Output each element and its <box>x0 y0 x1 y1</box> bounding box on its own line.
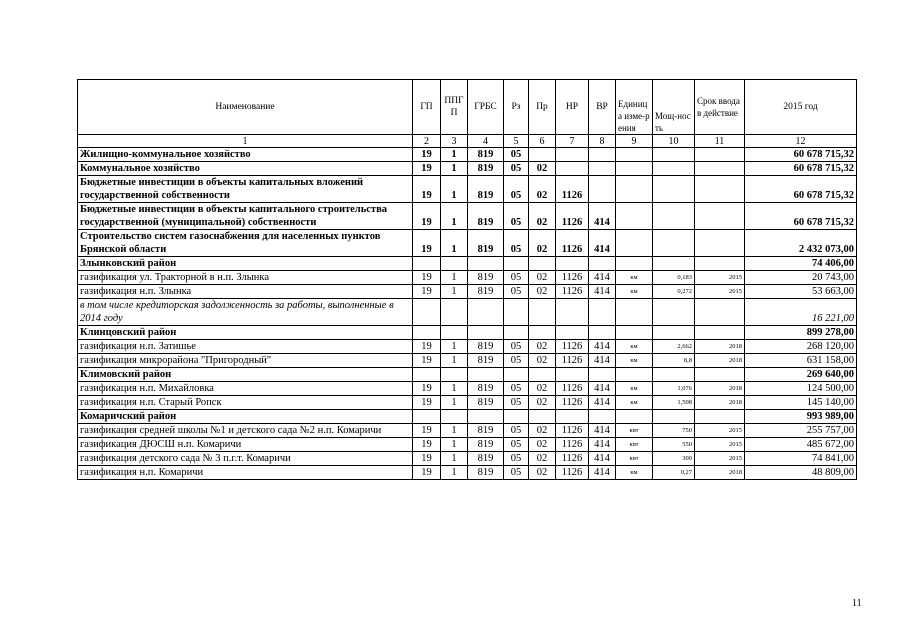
row-gp <box>413 368 441 382</box>
row-rz: 05 <box>504 271 529 285</box>
row-power <box>653 148 695 162</box>
row-pr: 02 <box>529 452 556 466</box>
row-pr: 02 <box>529 162 556 176</box>
row-ppgp: 1 <box>441 340 468 354</box>
row-nr: 1126 <box>556 382 589 396</box>
table-row <box>78 340 857 354</box>
row-unit: км <box>616 340 653 354</box>
row-grbs: 819 <box>468 354 504 368</box>
row-name: Клинцовский район <box>78 326 413 340</box>
table-row <box>78 438 857 452</box>
row-power: 0,27 <box>653 466 695 480</box>
row-pr <box>529 148 556 162</box>
row-rz: 05 <box>504 466 529 480</box>
colnum-8: 8 <box>589 135 616 148</box>
row-nr: 1126 <box>556 285 589 299</box>
row-ppgp: 1 <box>441 271 468 285</box>
row-nr: 1126 <box>556 340 589 354</box>
row-nr: 1126 <box>556 452 589 466</box>
row-ppgp: 1 <box>441 424 468 438</box>
row-gp: 19 <box>413 354 441 368</box>
row-nr: 1126 <box>556 203 589 230</box>
row-grbs: 819 <box>468 438 504 452</box>
row-term: 2015 <box>695 271 745 285</box>
table-row <box>78 396 857 410</box>
row-amount: 74 841,00 <box>745 452 857 466</box>
row-vr: 414 <box>589 452 616 466</box>
table-row <box>78 257 857 271</box>
row-vr: 414 <box>589 424 616 438</box>
row-gp: 19 <box>413 452 441 466</box>
row-power: 550 <box>653 438 695 452</box>
row-term <box>695 176 745 203</box>
row-amount: 74 406,00 <box>745 257 857 271</box>
row-rz: 05 <box>504 162 529 176</box>
row-name: газификация н.п. Комаричи <box>78 466 413 480</box>
row-power <box>653 203 695 230</box>
row-vr: 414 <box>589 382 616 396</box>
row-amount: 16 221,00 <box>745 299 857 326</box>
row-vr <box>589 148 616 162</box>
row-nr: 1126 <box>556 230 589 257</box>
table-body <box>78 80 857 480</box>
row-term: 2015 <box>695 438 745 452</box>
row-name: Строительство систем газоснабжения для населенных пунктов Брянской области <box>78 230 413 257</box>
row-grbs: 819 <box>468 340 504 354</box>
row-name: газификация детского сада № 3 п.г.т. Комаричи <box>78 452 413 466</box>
row-unit: км <box>616 271 653 285</box>
row-term: 2015 <box>695 452 745 466</box>
row-unit: км <box>616 285 653 299</box>
row-name: газификация средней школы №1 и детского сада №2 н.п. Комаричи <box>78 424 413 438</box>
row-term: 2018 <box>695 382 745 396</box>
row-name: газификация н.п. Затишье <box>78 340 413 354</box>
row-vr: 414 <box>589 271 616 285</box>
row-amount: 485 672,00 <box>745 438 857 452</box>
row-power <box>653 176 695 203</box>
row-rz <box>504 368 529 382</box>
header-pr: Пр <box>529 80 556 135</box>
row-grbs: 819 <box>468 230 504 257</box>
row-ppgp: 1 <box>441 396 468 410</box>
row-nr <box>556 299 589 326</box>
row-grbs: 819 <box>468 148 504 162</box>
row-grbs: 819 <box>468 466 504 480</box>
row-rz: 05 <box>504 176 529 203</box>
row-pr: 02 <box>529 340 556 354</box>
row-grbs: 819 <box>468 452 504 466</box>
row-amount: 124 500,00 <box>745 382 857 396</box>
row-power <box>653 299 695 326</box>
colnum-2: 2 <box>413 135 441 148</box>
row-nr: 1126 <box>556 176 589 203</box>
row-unit: квт <box>616 452 653 466</box>
colnum-7: 7 <box>556 135 589 148</box>
row-gp: 19 <box>413 230 441 257</box>
row-unit <box>616 176 653 203</box>
row-unit <box>616 162 653 176</box>
row-name: газификация ДЮСШ н.п. Комаричи <box>78 438 413 452</box>
row-name: Жилищно-коммунальное хозяйство <box>78 148 413 162</box>
row-power: 2,662 <box>653 340 695 354</box>
row-ppgp: 1 <box>441 176 468 203</box>
row-unit: квт <box>616 424 653 438</box>
row-nr: 1126 <box>556 466 589 480</box>
row-name: Злынковский район <box>78 257 413 271</box>
row-gp: 19 <box>413 466 441 480</box>
row-grbs: 819 <box>468 176 504 203</box>
row-unit: км <box>616 396 653 410</box>
row-unit: км <box>616 382 653 396</box>
row-gp <box>413 299 441 326</box>
table-row <box>78 326 857 340</box>
row-power: 300 <box>653 452 695 466</box>
row-rz: 05 <box>504 396 529 410</box>
table-row <box>78 203 857 230</box>
row-ppgp: 1 <box>441 438 468 452</box>
row-pr: 02 <box>529 382 556 396</box>
row-amount: 268 120,00 <box>745 340 857 354</box>
colnum-3: 3 <box>441 135 468 148</box>
column-numbers-row <box>78 135 857 148</box>
row-vr: 414 <box>589 438 616 452</box>
row-amount: 2 432 073,00 <box>745 230 857 257</box>
row-name: Бюджетные инвестиции в объекты капитальных вложений государственной собственности <box>78 176 413 203</box>
row-name: Климовский район <box>78 368 413 382</box>
table-row <box>78 424 857 438</box>
table-row <box>78 382 857 396</box>
table-row <box>78 466 857 480</box>
row-gp <box>413 326 441 340</box>
row-ppgp <box>441 257 468 271</box>
row-rz <box>504 326 529 340</box>
row-gp: 19 <box>413 340 441 354</box>
table-row <box>78 354 857 368</box>
row-name: газификация н.п. Злынка <box>78 285 413 299</box>
row-unit: км <box>616 354 653 368</box>
colnum-5: 5 <box>504 135 529 148</box>
row-vr: 414 <box>589 340 616 354</box>
row-gp: 19 <box>413 285 441 299</box>
row-term: 2015 <box>695 285 745 299</box>
row-unit <box>616 326 653 340</box>
row-term <box>695 148 745 162</box>
row-power <box>653 230 695 257</box>
row-rz: 05 <box>504 148 529 162</box>
table-row <box>78 162 857 176</box>
row-grbs <box>468 410 504 424</box>
row-vr <box>589 257 616 271</box>
table-row <box>78 176 857 203</box>
row-rz <box>504 299 529 326</box>
row-power <box>653 368 695 382</box>
row-vr: 414 <box>589 285 616 299</box>
row-term <box>695 203 745 230</box>
header-power: Мощ-ность <box>653 80 695 135</box>
row-term <box>695 299 745 326</box>
row-vr <box>589 176 616 203</box>
row-term: 2018 <box>695 354 745 368</box>
row-ppgp: 1 <box>441 203 468 230</box>
row-grbs: 819 <box>468 162 504 176</box>
row-rz: 05 <box>504 354 529 368</box>
row-amount: 60 678 715,32 <box>745 148 857 162</box>
row-term: 2018 <box>695 396 745 410</box>
row-vr <box>589 299 616 326</box>
row-name: Комаричский район <box>78 410 413 424</box>
row-gp: 19 <box>413 396 441 410</box>
table-row <box>78 452 857 466</box>
row-gp <box>413 410 441 424</box>
row-gp: 19 <box>413 382 441 396</box>
row-unit <box>616 410 653 424</box>
row-pr <box>529 368 556 382</box>
row-gp: 19 <box>413 176 441 203</box>
row-pr <box>529 410 556 424</box>
row-name: газификация микрорайона "Пригородный" <box>78 354 413 368</box>
row-pr: 02 <box>529 230 556 257</box>
budget-table <box>77 79 857 480</box>
row-pr: 02 <box>529 466 556 480</box>
row-rz: 05 <box>504 452 529 466</box>
row-amount: 60 678 715,32 <box>745 203 857 230</box>
row-rz <box>504 257 529 271</box>
row-ppgp: 1 <box>441 148 468 162</box>
row-pr: 02 <box>529 424 556 438</box>
header-vr: ВР <box>589 80 616 135</box>
row-pr: 02 <box>529 176 556 203</box>
row-unit: км <box>616 466 653 480</box>
row-nr <box>556 162 589 176</box>
row-nr: 1126 <box>556 438 589 452</box>
row-amount: 48 809,00 <box>745 466 857 480</box>
row-grbs: 819 <box>468 203 504 230</box>
row-pr: 02 <box>529 354 556 368</box>
row-pr <box>529 257 556 271</box>
row-unit <box>616 368 653 382</box>
row-rz: 05 <box>504 438 529 452</box>
row-term <box>695 162 745 176</box>
row-power <box>653 162 695 176</box>
row-nr <box>556 326 589 340</box>
row-vr: 414 <box>589 396 616 410</box>
row-vr: 414 <box>589 466 616 480</box>
row-rz: 05 <box>504 424 529 438</box>
table-row <box>78 271 857 285</box>
header-gp: ГП <box>413 80 441 135</box>
table-row <box>78 299 857 326</box>
table-row <box>78 148 857 162</box>
row-vr <box>589 326 616 340</box>
row-power <box>653 410 695 424</box>
row-power <box>653 257 695 271</box>
table-row <box>78 410 857 424</box>
row-unit <box>616 299 653 326</box>
row-grbs: 819 <box>468 396 504 410</box>
row-power: 0,272 <box>653 285 695 299</box>
row-unit <box>616 230 653 257</box>
colnum-9: 9 <box>616 135 653 148</box>
row-vr <box>589 162 616 176</box>
row-gp: 19 <box>413 424 441 438</box>
row-ppgp: 1 <box>441 452 468 466</box>
table-row <box>78 230 857 257</box>
budget-table-container <box>77 79 857 480</box>
row-gp <box>413 257 441 271</box>
row-term <box>695 257 745 271</box>
row-nr <box>556 148 589 162</box>
table-row <box>78 285 857 299</box>
row-unit: квт <box>616 438 653 452</box>
row-gp: 19 <box>413 162 441 176</box>
row-pr <box>529 326 556 340</box>
row-pr: 02 <box>529 438 556 452</box>
row-term <box>695 410 745 424</box>
row-gp: 19 <box>413 271 441 285</box>
row-pr: 02 <box>529 271 556 285</box>
header-grbs: ГРБС <box>468 80 504 135</box>
row-gp: 19 <box>413 438 441 452</box>
row-rz: 05 <box>504 382 529 396</box>
row-nr: 1126 <box>556 396 589 410</box>
row-grbs <box>468 257 504 271</box>
row-amount: 993 989,00 <box>745 410 857 424</box>
row-ppgp: 1 <box>441 162 468 176</box>
colnum-4: 4 <box>468 135 504 148</box>
row-ppgp: 1 <box>441 466 468 480</box>
row-ppgp <box>441 299 468 326</box>
colnum-1: 1 <box>78 135 413 148</box>
row-vr <box>589 368 616 382</box>
header-term: Срок ввода в действие <box>695 80 745 135</box>
row-term <box>695 368 745 382</box>
row-term: 2018 <box>695 466 745 480</box>
row-nr <box>556 410 589 424</box>
header-unit: Единица изме-рения <box>616 80 653 135</box>
row-power: 1,508 <box>653 396 695 410</box>
header-rz: Рз <box>504 80 529 135</box>
row-gp: 19 <box>413 203 441 230</box>
header-nr: НР <box>556 80 589 135</box>
row-name: газификация ул. Тракторной в н.п. Злынка <box>78 271 413 285</box>
row-ppgp: 1 <box>441 382 468 396</box>
row-vr: 414 <box>589 354 616 368</box>
colnum-6: 6 <box>529 135 556 148</box>
row-nr: 1126 <box>556 424 589 438</box>
row-ppgp <box>441 368 468 382</box>
row-rz: 05 <box>504 230 529 257</box>
row-term <box>695 326 745 340</box>
row-nr <box>556 257 589 271</box>
row-pr <box>529 299 556 326</box>
row-vr: 414 <box>589 203 616 230</box>
header-row <box>78 80 857 135</box>
row-vr: 414 <box>589 230 616 257</box>
row-rz: 05 <box>504 340 529 354</box>
row-vr <box>589 410 616 424</box>
row-nr: 1126 <box>556 271 589 285</box>
row-name: Бюджетные инвестиции в объекты капитального строительства государственной (муниципальной) собственности <box>78 203 413 230</box>
row-amount: 20 743,00 <box>745 271 857 285</box>
row-grbs <box>468 368 504 382</box>
row-name: Коммунальное хозяйство <box>78 162 413 176</box>
row-power: 0,183 <box>653 271 695 285</box>
row-name: в том числе кредиторская задолженность за работы, выполненные в 2014 году <box>78 299 413 326</box>
colnum-10: 10 <box>653 135 695 148</box>
row-rz <box>504 410 529 424</box>
table-row <box>78 368 857 382</box>
row-ppgp: 1 <box>441 354 468 368</box>
row-power: 8,8 <box>653 354 695 368</box>
row-amount: 255 757,00 <box>745 424 857 438</box>
row-nr <box>556 368 589 382</box>
row-pr: 02 <box>529 396 556 410</box>
page-number: 11 <box>852 598 862 609</box>
row-grbs: 819 <box>468 424 504 438</box>
row-unit <box>616 203 653 230</box>
row-unit <box>616 257 653 271</box>
row-ppgp: 1 <box>441 230 468 257</box>
row-term: 2018 <box>695 340 745 354</box>
row-rz: 05 <box>504 203 529 230</box>
row-amount: 145 140,00 <box>745 396 857 410</box>
row-grbs <box>468 326 504 340</box>
row-unit <box>616 148 653 162</box>
colnum-11: 11 <box>695 135 745 148</box>
row-amount: 53 663,00 <box>745 285 857 299</box>
row-grbs <box>468 299 504 326</box>
header-year: 2015 год <box>745 80 857 135</box>
row-grbs: 819 <box>468 382 504 396</box>
row-ppgp <box>441 410 468 424</box>
row-pr: 02 <box>529 203 556 230</box>
row-grbs: 819 <box>468 271 504 285</box>
row-amount: 899 278,00 <box>745 326 857 340</box>
row-ppgp <box>441 326 468 340</box>
row-ppgp: 1 <box>441 285 468 299</box>
row-term: 2015 <box>695 424 745 438</box>
row-rz: 05 <box>504 285 529 299</box>
row-amount: 60 678 715,32 <box>745 162 857 176</box>
row-grbs: 819 <box>468 285 504 299</box>
row-power: 1,076 <box>653 382 695 396</box>
header-ppgp: ППГП <box>441 80 468 135</box>
row-amount: 631 158,00 <box>745 354 857 368</box>
row-term <box>695 230 745 257</box>
row-power: 750 <box>653 424 695 438</box>
row-gp: 19 <box>413 148 441 162</box>
row-power <box>653 326 695 340</box>
row-name: газификация н.п. Старый Ропск <box>78 396 413 410</box>
row-name: газификация н.п. Михайловка <box>78 382 413 396</box>
row-nr: 1126 <box>556 354 589 368</box>
header-name: Наименование <box>78 80 413 135</box>
row-amount: 60 678 715,32 <box>745 176 857 203</box>
row-amount: 269 640,00 <box>745 368 857 382</box>
colnum-12: 12 <box>745 135 857 148</box>
row-pr: 02 <box>529 285 556 299</box>
